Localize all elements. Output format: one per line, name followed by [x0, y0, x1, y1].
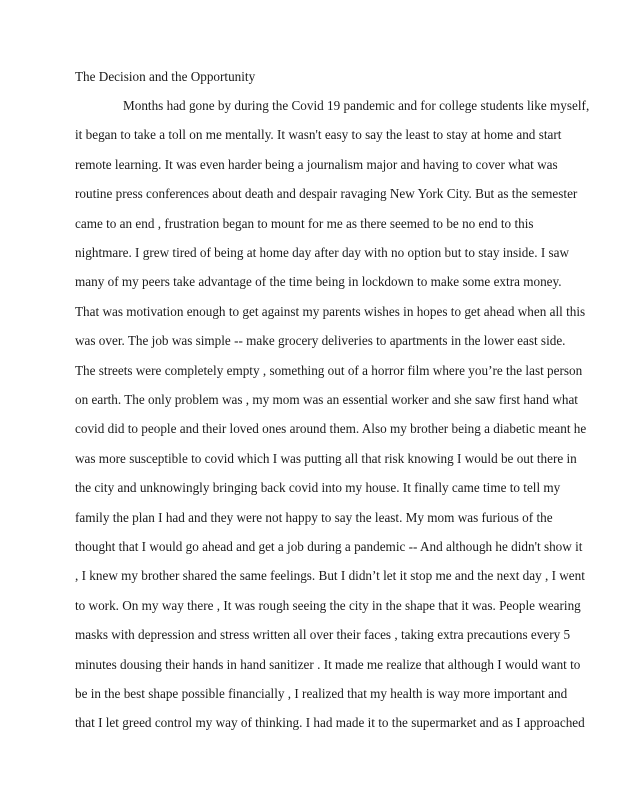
body-text-line: nightmare. I grew tired of being at home day after day with no option but to stay inside. I saw	[75, 245, 570, 260]
body-text-line: thought that I would go ahead and get a job during a pandemic -- And although he didn't show it	[75, 539, 583, 554]
body-text-line: was more susceptible to covid which I was putting all that risk knowing I would be out there in	[75, 450, 577, 466]
body-text-line: the city and unknowingly bringing back covid into my house. It finally came time to tell my	[75, 480, 561, 496]
body-text-line: family the plan I had and they were not happy to say the least. My mom was furious of the	[75, 509, 553, 525]
body-text-line: on earth. The only problem was , my mom was an essential worker and she saw first hand what	[75, 392, 578, 407]
body-text-line: minutes dousing their hands in hand sanitizer . It made me realize that although I would want to	[75, 656, 581, 672]
body-text-line: was over. The job was simple -- make grocery deliveries to apartments in the lower east side.	[75, 333, 566, 349]
body-text-line: many of my peers take advantage of the time being in lockdown to make some extra money.	[75, 274, 562, 290]
body-text-line: to work. On my way there , It was rough seeing the city in the shape that it was. People wearing	[75, 597, 581, 613]
body-text-line: it began to take a toll on me mentally. It wasn't easy to say the least to stay at home and start	[75, 127, 562, 143]
body-text-line: remote learning. It was even harder being a journalism major and having to cover what was	[75, 156, 558, 172]
body-text-line: masks with depression and stress written all over their faces , taking extra precautions every 5	[75, 627, 571, 643]
body-text-line: Months had gone by during the Covid 19 pandemic and for college students like myself,	[123, 98, 590, 113]
body-text-line: The streets were completely empty , something out of a horror film where you’re the last person	[75, 362, 583, 378]
body-text-line: , I knew my brother shared the same feelings. But I didn’t let it stop me and the next day , I went	[75, 568, 585, 584]
body-text-line: came to an end , frustration began to mount for me as there seemed to be no end to this	[75, 215, 534, 231]
body-text-line: covid did to people and their loved ones around them. Also my brother being a diabetic meant he	[75, 421, 587, 437]
body-text-line: be in the best shape possible financially , I realized that my health is way more important and	[75, 686, 568, 701]
body-text-line: that I let greed control my way of thinking. I had made it to the supermarket and as I approached	[75, 715, 585, 731]
document-title: The Decision and the Opportunity	[75, 69, 256, 84]
body-text-line: That was motivation enough to get against my parents wishes in hopes to get ahead when all this	[75, 303, 586, 319]
body-text-line: routine press conferences about death and despair ravaging New York City. But as the semester	[75, 186, 578, 202]
